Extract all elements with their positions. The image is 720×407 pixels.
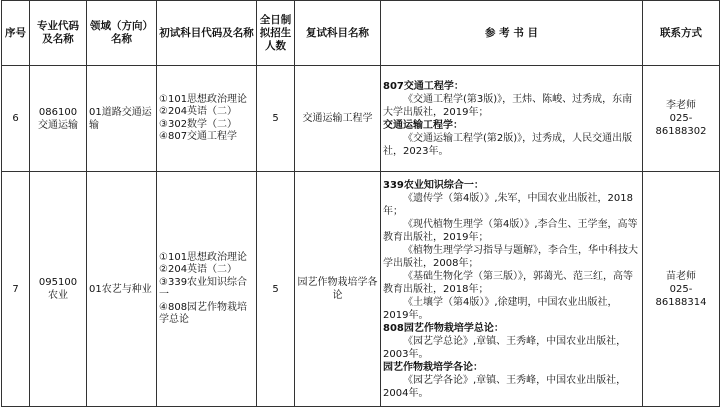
contact-name: 李老师 xyxy=(666,100,696,111)
reference-book: 《园艺学各论》,章镇、王秀峰，中国农业出版社，2004年。 xyxy=(383,374,627,399)
contact-cell xyxy=(643,66,720,172)
reference-heading: 园艺作物栽培学各论： xyxy=(383,361,483,373)
contact-name: 苗老师 xyxy=(666,270,696,282)
reference-book: 《遗传学（第4版）》,朱军，中国农业出版社，2018年； xyxy=(383,192,633,217)
reference-book: 《交通工程学(第3版)》，王炜、陈峻、过秀成，东南大学出版社，2019年； xyxy=(383,93,633,118)
reference-heading: 807交通工程学： xyxy=(383,80,464,92)
references-cell xyxy=(381,66,643,172)
major-code: 086100 xyxy=(38,106,78,118)
reference-heading: 交通运输工程学： xyxy=(383,119,463,131)
contact-phone: 025-86188314 xyxy=(655,283,707,308)
exam-subject: ④807交通工程学 xyxy=(159,131,238,142)
table-row xyxy=(2,172,720,407)
table-header-row xyxy=(2,1,720,66)
exam-subject: ④808园艺作物栽培学总论 xyxy=(159,301,248,325)
major-name: 农业 xyxy=(48,290,68,301)
field-name: 01道路交通运输 xyxy=(87,66,157,172)
header-retest-subject: 复试科目名称 xyxy=(295,1,381,66)
exam-subject: ①101思想政治理论 xyxy=(159,93,248,105)
header-contact: 联系方式 xyxy=(643,1,720,66)
reference-book: 《园艺学总论》,章镇、王秀峰，中国农业出版社，2003年。 xyxy=(383,335,627,360)
header-references: 参 考 书 目 xyxy=(381,1,643,66)
table-row xyxy=(2,66,720,172)
exam-subjects xyxy=(157,172,257,407)
contact-cell xyxy=(643,172,720,407)
enrollment-count: 5 xyxy=(257,172,295,407)
retest-subject: 园艺作物栽培学各论 xyxy=(295,172,381,407)
row-index: 6 xyxy=(2,66,30,172)
major-code: 095100 xyxy=(38,277,78,288)
exam-subject: ①101思想政治理论 xyxy=(159,251,248,263)
reference-heading: 339农业知识综合一： xyxy=(383,179,484,191)
reference-book: 《交通运输工程学(第2版)》，过秀成，人民交通出版社，2023年。 xyxy=(383,132,633,157)
exam-subject: ②204英语（二） xyxy=(159,264,238,275)
exam-subject: ③339农业知识综合一 xyxy=(159,276,248,300)
field-name: 01农艺与种业 xyxy=(87,172,157,407)
reference-book: 《土壤学（第4版）》,徐建明，中国农业出版社，2019年。 xyxy=(383,296,618,321)
major-cell xyxy=(30,172,87,407)
retest-subject: 交通运输工程学 xyxy=(295,66,381,172)
header-enrollment: 全日制拟招生人数 xyxy=(257,1,295,66)
row-index: 7 xyxy=(2,172,30,407)
reference-book: 《基础生物化学（第三版）》，郭蔼光、范三红，高等教育出版社，2018年； xyxy=(383,270,633,295)
enrollment-count: 5 xyxy=(257,66,295,172)
references-cell xyxy=(381,172,643,407)
header-major: 专业代码及名称 xyxy=(30,1,87,66)
header-exam-subjects: 初试科目代码及名称 xyxy=(157,1,257,66)
reference-book: 《植物生理学学习指导与题解》，李合生，华中科技大学出版社，2008年； xyxy=(383,244,638,269)
major-cell xyxy=(30,66,87,172)
exam-subjects xyxy=(157,66,257,172)
exam-subject: ③302数学（二） xyxy=(159,118,238,130)
reference-heading: 808园艺作物栽培学总论： xyxy=(383,322,504,334)
header-index: 序号 xyxy=(2,1,30,66)
exam-subject: ②204英语（二） xyxy=(159,106,238,117)
major-name: 交通运输 xyxy=(38,119,78,131)
header-field: 领域（方向）名称 xyxy=(87,1,157,66)
reference-book: 《现代植物生理学（第4版）》,李合生、王学奎，高等教育出版社，2019年； xyxy=(383,218,638,243)
contact-phone: 025-86188302 xyxy=(655,113,707,137)
enrollment-table xyxy=(1,0,720,407)
